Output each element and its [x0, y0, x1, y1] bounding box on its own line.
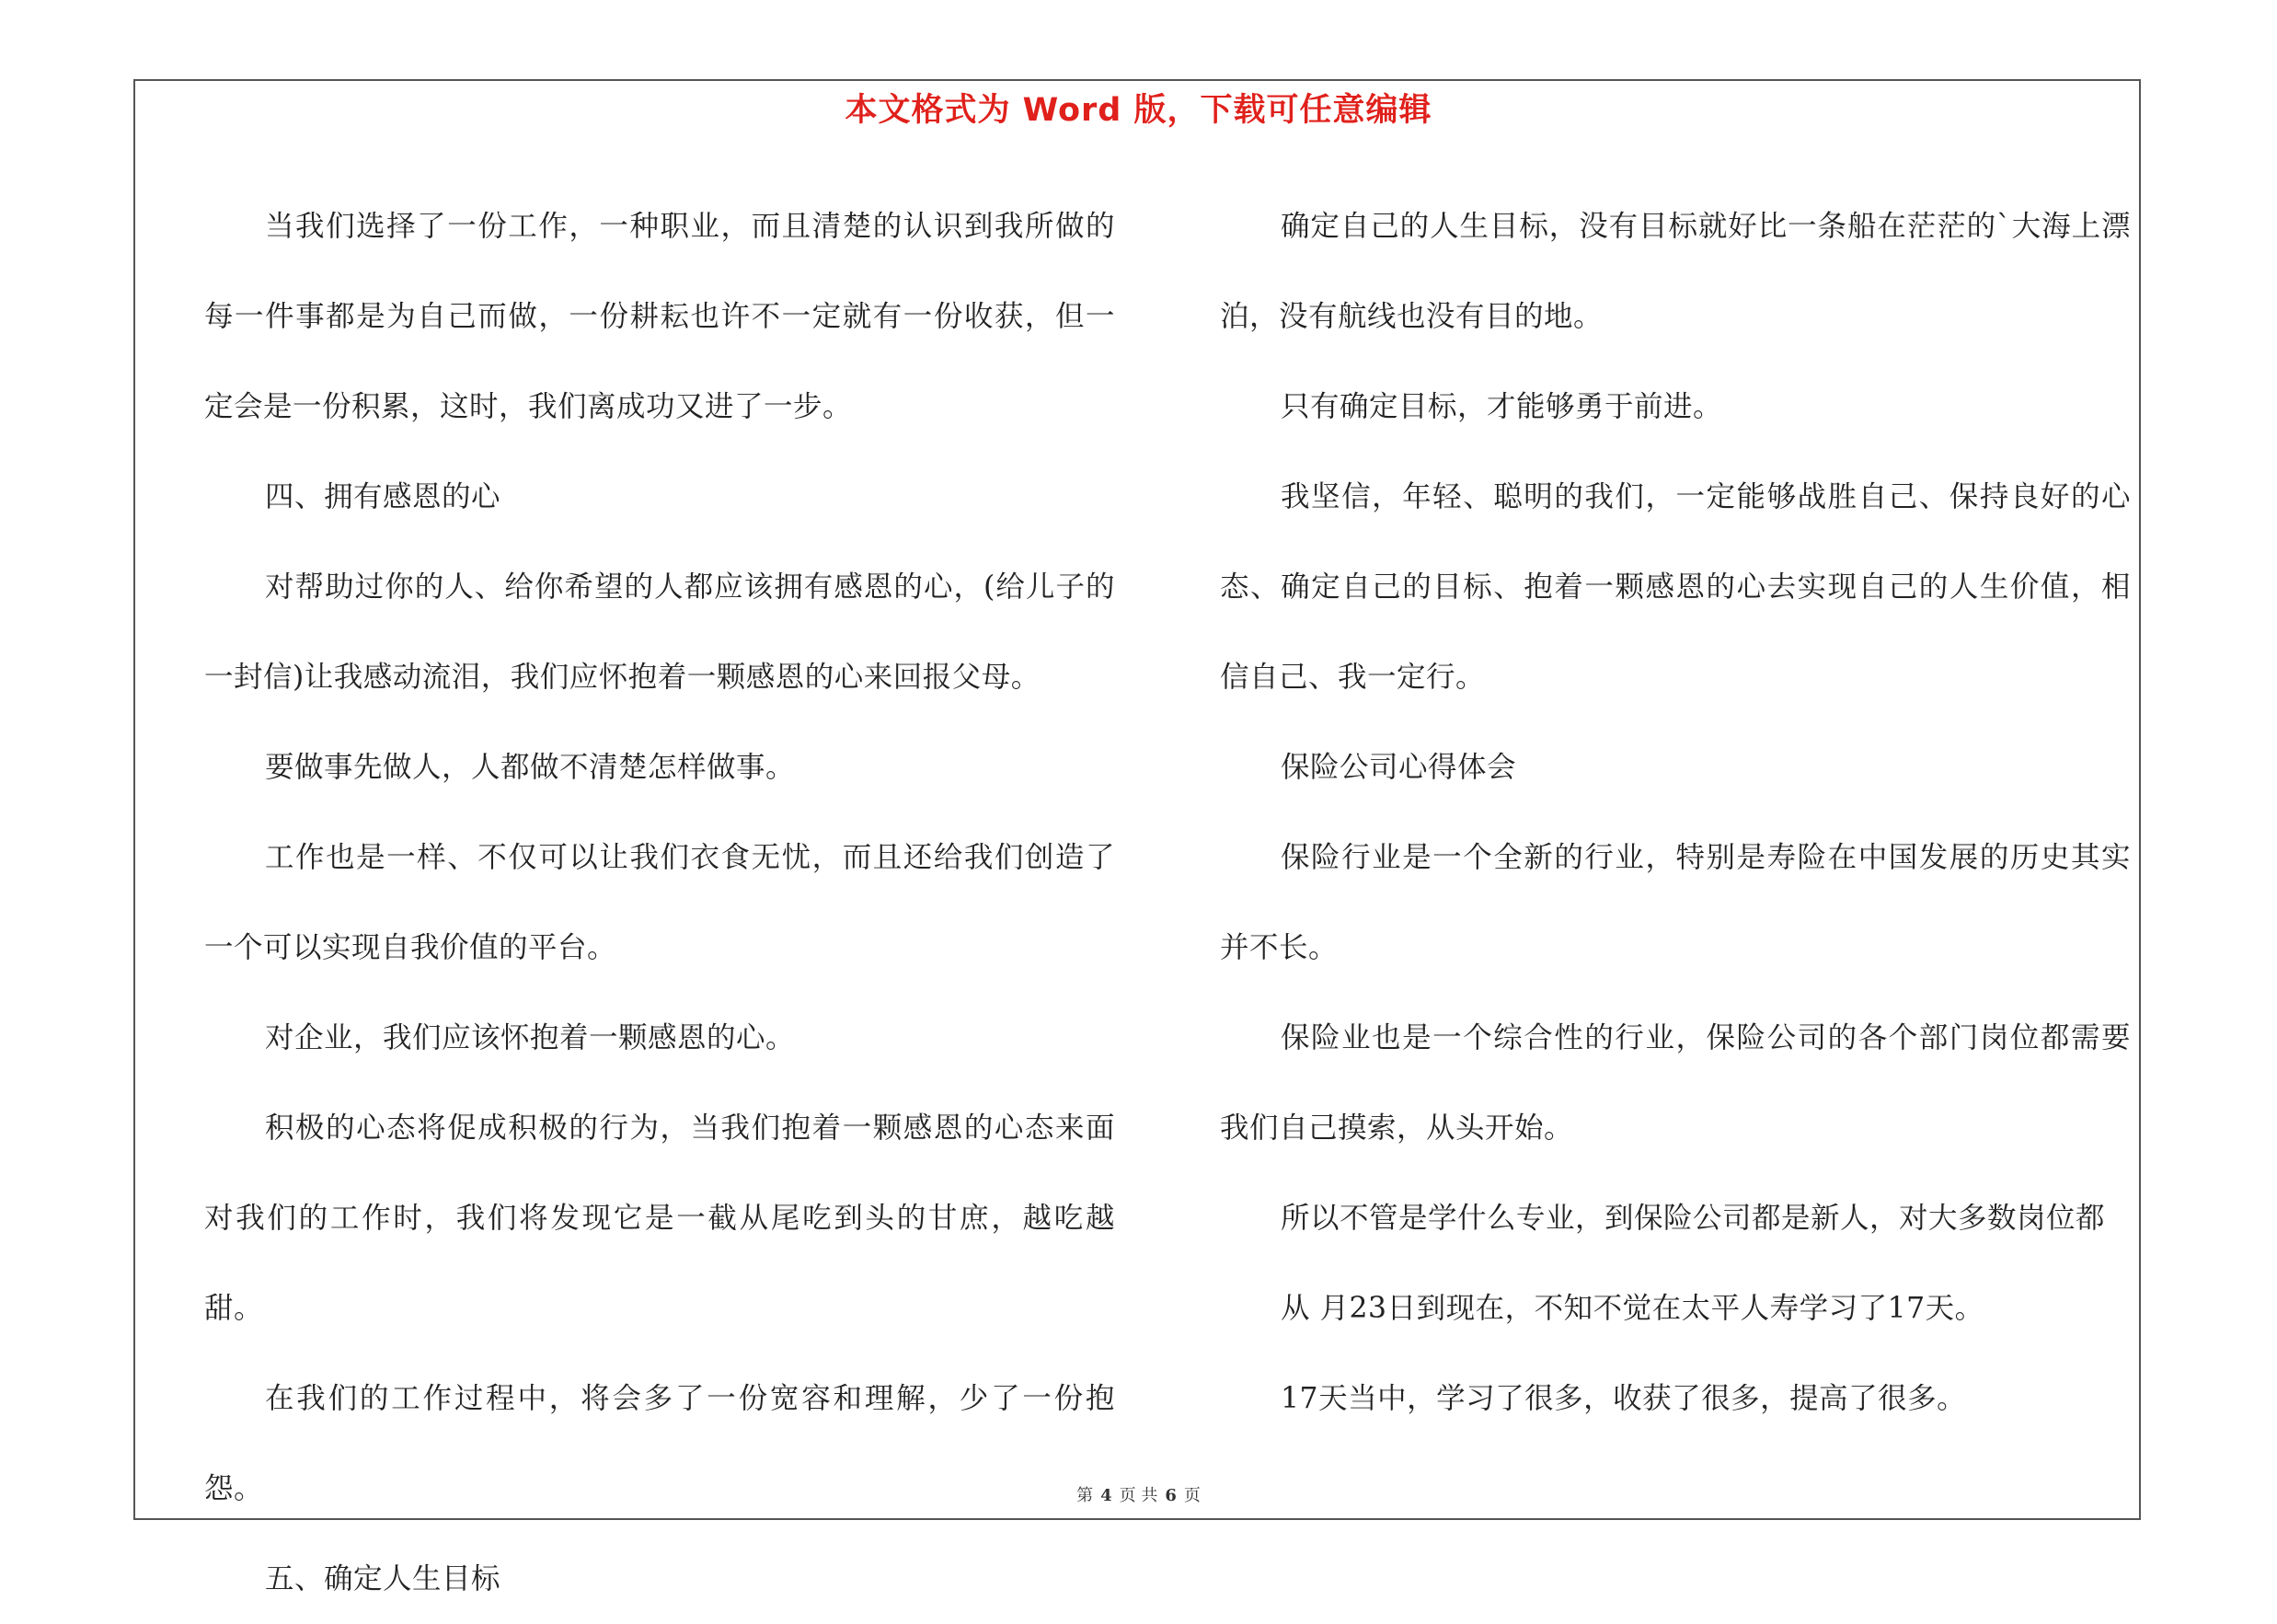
- paragraph: 积极的心态将促成积极的行为，当我们抱着一颗感恩的心态来面对我们的工作时，我们将发现它是一截从尾吃到头的甘庶，越吃越甜。: [204, 1111, 1115, 1325]
- footer-suffix: 页: [1183, 1486, 1201, 1505]
- paragraph: 对帮助过你的人、给你希望的人都应该拥有感恩的心，(给儿子的一封信)让我感动流泪，我们应怀抱着一颗感恩的心来回报父母。: [204, 570, 1115, 694]
- format-banner: 本文格式为 Word 版，下载可任意编辑: [845, 92, 1432, 129]
- paragraph: 只有确定目标，才能够勇于前进。: [1281, 390, 1723, 423]
- paragraph: 确定自己的人生目标，没有目标就好比一条船在茫茫的`大海上漂泊，没有航线也没有目的地。: [1220, 210, 2131, 333]
- paragraph: 所以不管是学什么专业，到保险公司都是新人，对大多数岗位都: [1281, 1202, 2106, 1235]
- paragraph: 要做事先做人，人都做不清楚怎样做事。: [265, 751, 796, 784]
- section-heading: 五、确定人生目标: [265, 1562, 501, 1595]
- section-heading: 四、拥有感恩的心: [265, 480, 501, 513]
- paragraph: 我坚信，年轻、聪明的我们，一定能够战胜自己、保持良好的心态、确定自己的目标、抱着一颗感恩的心去实现自己的人生价值，相信自己、我一定行。: [1220, 480, 2131, 694]
- paragraph: 当我们选择了一份工作，一种职业，而且清楚的认识到我所做的每一件事都是为自己而做，一份耕耘也许不一定就有一份收获，但一定会是一份积累，这时，我们离成功又进了一步。: [204, 210, 1115, 423]
- paragraph: 保险行业是一个全新的行业，特别是寿险在中国发展的历史其实并不长。: [1220, 841, 2131, 964]
- footer-middle: 页 共: [1119, 1486, 1158, 1505]
- page-footer: [0, 1482, 2277, 1506]
- paragraph: 17天当中，学习了很多，收获了很多，提高了很多。: [1281, 1382, 1967, 1415]
- footer-prefix: 第: [1076, 1486, 1094, 1505]
- paragraph: 从 月23日到现在，不知不觉在太平人寿学习了17天。: [1281, 1292, 1984, 1325]
- current-page-number: 4: [1100, 1486, 1112, 1505]
- section-heading: 保险公司心得体会: [1281, 751, 1517, 784]
- total-page-number: 6: [1165, 1486, 1177, 1505]
- left-column: [204, 181, 1115, 1624]
- paragraph: 保险业也是一个综合性的行业，保险公司的各个部门岗位都需要我们自己摸索，从头开始。: [1220, 1021, 2131, 1145]
- right-column: [1220, 181, 2131, 1444]
- paragraph: 在我们的工作过程中，将会多了一份宽容和理解，少了一份抱怨。: [204, 1382, 1115, 1505]
- paragraph: 工作也是一样、不仅可以让我们衣食无忧，而且还给我们创造了一个可以实现自我价值的平台。: [204, 841, 1115, 964]
- paragraph: 对企业，我们应该怀抱着一颗感恩的心。: [265, 1021, 796, 1054]
